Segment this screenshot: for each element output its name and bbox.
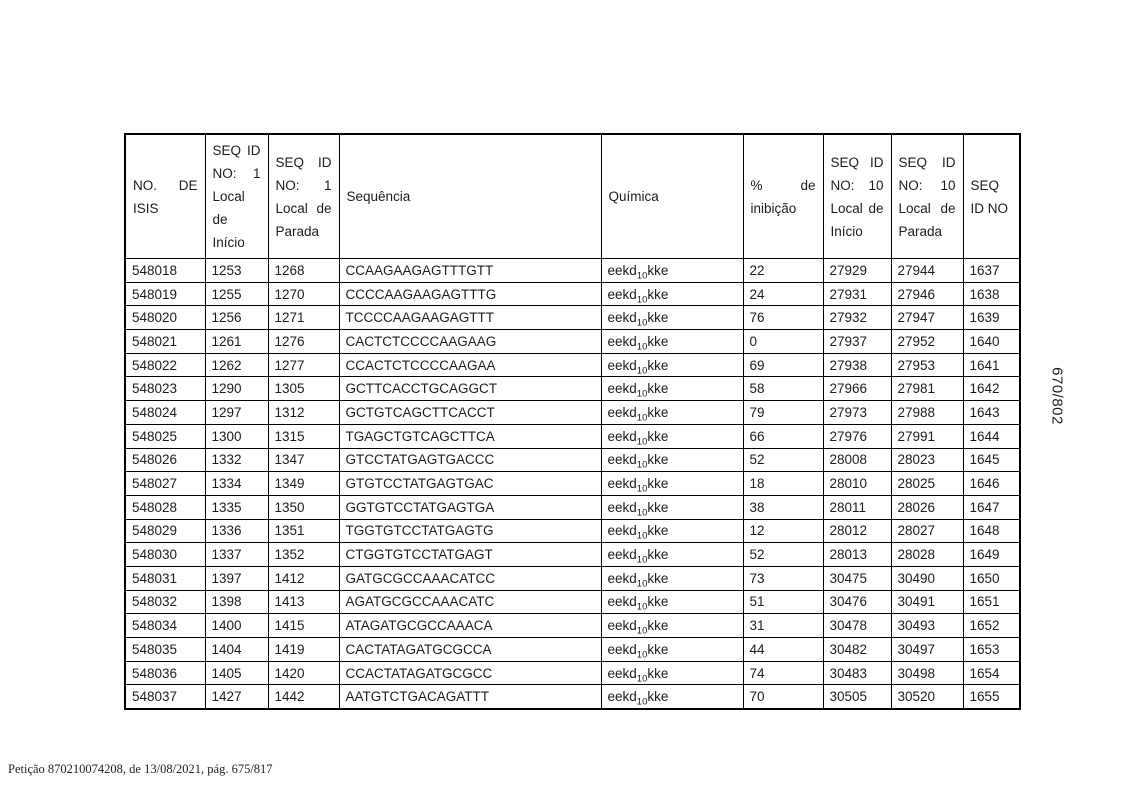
chemistry-cell: eekd$_{10}$kke	[601, 259, 743, 283]
isis-no-cell: 548030	[125, 543, 205, 567]
isis-no-cell: 548019	[125, 282, 205, 306]
start-site-seq1-cell: 1261	[205, 330, 268, 354]
stop-site-seq10-cell: 27953	[891, 353, 963, 377]
start-site-seq10-cell: 27931	[823, 282, 891, 306]
isis-no-cell: 548023	[125, 377, 205, 401]
table-row	[125, 353, 1020, 377]
start-site-seq10-cell: 28008	[823, 448, 891, 472]
column-header-stop-site-seq1: SEQ ID NO: 1 Local de Parada	[268, 134, 339, 259]
chemistry-cell: eekd$_{10}$kke	[601, 353, 743, 377]
seq-id-no-cell: 1638	[963, 282, 1020, 306]
seq-id-no-cell: 1654	[963, 661, 1020, 685]
chemistry-cell: eekd$_{10}$kke	[601, 590, 743, 614]
start-site-seq1-cell: 1253	[205, 259, 268, 283]
sequence-cell: GATGCGCCAAACATCC	[339, 566, 601, 590]
start-site-seq1-cell: 1405	[205, 661, 268, 685]
start-site-seq10-cell: 27929	[823, 259, 891, 283]
pct-inhibition-cell: 31	[743, 614, 823, 638]
chemistry-cell: eekd$_{10}$kke	[601, 661, 743, 685]
seq-id-no-cell: 1649	[963, 543, 1020, 567]
stop-site-seq1-cell: 1270	[268, 282, 339, 306]
stop-site-seq10-cell: 30493	[891, 614, 963, 638]
table-row	[125, 495, 1020, 519]
start-site-seq10-cell: 27973	[823, 401, 891, 425]
chemistry-cell: eekd$_{10}$kke	[601, 282, 743, 306]
stop-site-seq1-cell: 1305	[268, 377, 339, 401]
sequence-cell: CCCCAAGAAGAGTTTG	[339, 282, 601, 306]
stop-site-seq10-cell: 30520	[891, 685, 963, 709]
stop-site-seq1-cell: 1419	[268, 638, 339, 662]
stop-site-seq1-cell: 1350	[268, 495, 339, 519]
pct-inhibition-cell: 18	[743, 472, 823, 496]
table-row	[125, 424, 1020, 448]
table-row	[125, 401, 1020, 425]
rotated-page-number: 670/802	[1048, 367, 1066, 425]
stop-site-seq10-cell: 28025	[891, 472, 963, 496]
chemistry-cell: eekd$_{10}$kke	[601, 472, 743, 496]
chemistry-cell: eekd$_{10}$kke	[601, 306, 743, 330]
start-site-seq1-cell: 1398	[205, 590, 268, 614]
isis-no-cell: 548025	[125, 424, 205, 448]
pct-inhibition-cell: 58	[743, 377, 823, 401]
stop-site-seq10-cell: 27947	[891, 306, 963, 330]
isis-no-cell: 548024	[125, 401, 205, 425]
table-header-row	[125, 134, 1020, 259]
seq-id-no-cell: 1651	[963, 590, 1020, 614]
chemistry-cell: eekd$_{10}$kke	[601, 638, 743, 662]
start-site-seq10-cell: 27938	[823, 353, 891, 377]
pct-inhibition-cell: 79	[743, 401, 823, 425]
column-header-start-site-seq10: SEQ ID NO: 10 Local de Início	[823, 134, 891, 259]
isis-no-cell: 548021	[125, 330, 205, 354]
column-header-isis-no: NO. DE ISIS	[125, 134, 205, 259]
chemistry-cell: eekd$_{10}$kke	[601, 401, 743, 425]
start-site-seq10-cell: 27966	[823, 377, 891, 401]
stop-site-seq1-cell: 1415	[268, 614, 339, 638]
isis-no-cell: 548035	[125, 638, 205, 662]
stop-site-seq10-cell: 28027	[891, 519, 963, 543]
sequence-cell: AGATGCGCCAAACATC	[339, 590, 601, 614]
seq-id-no-cell: 1655	[963, 685, 1020, 709]
table-row	[125, 566, 1020, 590]
start-site-seq1-cell: 1335	[205, 495, 268, 519]
seq-id-no-cell: 1643	[963, 401, 1020, 425]
start-site-seq10-cell: 28011	[823, 495, 891, 519]
chemistry-cell: eekd$_{10}$kke	[601, 543, 743, 567]
table-row	[125, 519, 1020, 543]
start-site-seq1-cell: 1404	[205, 638, 268, 662]
stop-site-seq10-cell: 30497	[891, 638, 963, 662]
chemistry-cell: eekd$_{10}$kke	[601, 519, 743, 543]
start-site-seq1-cell: 1332	[205, 448, 268, 472]
column-header-pct-inhibition: % de inibição	[743, 134, 823, 259]
table-row	[125, 448, 1020, 472]
seq-id-no-cell: 1639	[963, 306, 1020, 330]
stop-site-seq1-cell: 1412	[268, 566, 339, 590]
sequence-cell: ATAGATGCGCCAAACA	[339, 614, 601, 638]
isis-no-cell: 548032	[125, 590, 205, 614]
stop-site-seq1-cell: 1351	[268, 519, 339, 543]
stop-site-seq1-cell: 1347	[268, 448, 339, 472]
start-site-seq10-cell: 28010	[823, 472, 891, 496]
table-row	[125, 614, 1020, 638]
pct-inhibition-cell: 76	[743, 306, 823, 330]
pct-inhibition-cell: 22	[743, 259, 823, 283]
table-row	[125, 330, 1020, 354]
seq-id-no-cell: 1650	[963, 566, 1020, 590]
table-row	[125, 282, 1020, 306]
pct-inhibition-cell: 51	[743, 590, 823, 614]
sequence-cell: GGTGTCCTATGAGTGA	[339, 495, 601, 519]
start-site-seq1-cell: 1256	[205, 306, 268, 330]
seq-id-no-cell: 1648	[963, 519, 1020, 543]
oligonucleotide-sequence-table	[124, 133, 1021, 710]
column-header-stop-site-seq10: SEQ ID NO: 10 Local de Parada	[891, 134, 963, 259]
sequence-cell: TGGTGTCCTATGAGTG	[339, 519, 601, 543]
isis-no-cell: 548029	[125, 519, 205, 543]
isis-no-cell: 548037	[125, 685, 205, 709]
start-site-seq10-cell: 30476	[823, 590, 891, 614]
pct-inhibition-cell: 69	[743, 353, 823, 377]
stop-site-seq10-cell: 28023	[891, 448, 963, 472]
start-site-seq10-cell: 30478	[823, 614, 891, 638]
seq-id-no-cell: 1642	[963, 377, 1020, 401]
sequence-cell: CACTCTCCCCAAGAAG	[339, 330, 601, 354]
pct-inhibition-cell: 24	[743, 282, 823, 306]
stop-site-seq10-cell: 27952	[891, 330, 963, 354]
stop-site-seq1-cell: 1349	[268, 472, 339, 496]
chemistry-cell: eekd$_{10}$kke	[601, 614, 743, 638]
seq-id-no-cell: 1652	[963, 614, 1020, 638]
stop-site-seq1-cell: 1352	[268, 543, 339, 567]
sequence-cell: CTGGTGTCCTATGAGT	[339, 543, 601, 567]
seq-id-no-cell: 1645	[963, 448, 1020, 472]
pct-inhibition-cell: 73	[743, 566, 823, 590]
sequence-cell: CCACTATAGATGCGCC	[339, 661, 601, 685]
isis-no-cell: 548022	[125, 353, 205, 377]
table-row	[125, 259, 1020, 283]
start-site-seq10-cell: 27976	[823, 424, 891, 448]
stop-site-seq10-cell: 27946	[891, 282, 963, 306]
table-row	[125, 543, 1020, 567]
sequence-cell: GTGTCCTATGAGTGAC	[339, 472, 601, 496]
seq-id-no-cell: 1647	[963, 495, 1020, 519]
isis-no-cell: 548020	[125, 306, 205, 330]
sequence-cell: GCTGTCAGCTTCACCT	[339, 401, 601, 425]
stop-site-seq1-cell: 1268	[268, 259, 339, 283]
start-site-seq10-cell: 30483	[823, 661, 891, 685]
start-site-seq1-cell: 1262	[205, 353, 268, 377]
pct-inhibition-cell: 66	[743, 424, 823, 448]
chemistry-cell: eekd$_{10}$kke	[601, 330, 743, 354]
start-site-seq1-cell: 1290	[205, 377, 268, 401]
sequence-cell: GCTTCACCTGCAGGCT	[339, 377, 601, 401]
sequence-cell: AATGTCTGACAGATTT	[339, 685, 601, 709]
isis-no-cell: 548031	[125, 566, 205, 590]
stop-site-seq1-cell: 1315	[268, 424, 339, 448]
isis-no-cell: 548026	[125, 448, 205, 472]
chemistry-cell: eekd$_{10}$kke	[601, 495, 743, 519]
seq-id-no-cell: 1641	[963, 353, 1020, 377]
pct-inhibition-cell: 74	[743, 661, 823, 685]
stop-site-seq1-cell: 1413	[268, 590, 339, 614]
start-site-seq1-cell: 1337	[205, 543, 268, 567]
sequence-cell: CACTATAGATGCGCCA	[339, 638, 601, 662]
stop-site-seq10-cell: 27944	[891, 259, 963, 283]
stop-site-seq10-cell: 28028	[891, 543, 963, 567]
table-row	[125, 638, 1020, 662]
stop-site-seq1-cell: 1271	[268, 306, 339, 330]
sequence-cell: CCACTCTCCCCAAGAA	[339, 353, 601, 377]
table-row	[125, 685, 1020, 709]
table-row	[125, 472, 1020, 496]
stop-site-seq10-cell: 27981	[891, 377, 963, 401]
start-site-seq10-cell: 27937	[823, 330, 891, 354]
start-site-seq1-cell: 1255	[205, 282, 268, 306]
isis-no-cell: 548018	[125, 259, 205, 283]
start-site-seq10-cell: 28013	[823, 543, 891, 567]
pct-inhibition-cell: 0	[743, 330, 823, 354]
sequence-cell: TGAGCTGTCAGCTTCA	[339, 424, 601, 448]
column-header-start-site-seq1: SEQ ID NO: 1 Local de Início	[205, 134, 268, 259]
pct-inhibition-cell: 12	[743, 519, 823, 543]
seq-id-no-cell: 1644	[963, 424, 1020, 448]
chemistry-cell: eekd$_{10}$kke	[601, 448, 743, 472]
pct-inhibition-cell: 44	[743, 638, 823, 662]
column-header-seq-id-no: SEQ ID NO	[963, 134, 1020, 259]
chemistry-cell: eekd$_{10}$kke	[601, 377, 743, 401]
stop-site-seq1-cell: 1276	[268, 330, 339, 354]
sequence-cell: TCCCCAAGAAGAGTTT	[339, 306, 601, 330]
pct-inhibition-cell: 52	[743, 543, 823, 567]
sequence-cell: GTCCTATGAGTGACCC	[339, 448, 601, 472]
stop-site-seq1-cell: 1420	[268, 661, 339, 685]
stop-site-seq1-cell: 1312	[268, 401, 339, 425]
stop-site-seq1-cell: 1442	[268, 685, 339, 709]
isis-no-cell: 548036	[125, 661, 205, 685]
stop-site-seq10-cell: 30498	[891, 661, 963, 685]
start-site-seq10-cell: 28012	[823, 519, 891, 543]
isis-no-cell: 548028	[125, 495, 205, 519]
start-site-seq1-cell: 1397	[205, 566, 268, 590]
pct-inhibition-cell: 52	[743, 448, 823, 472]
column-header-chemistry: Química	[601, 134, 743, 259]
seq-id-no-cell: 1653	[963, 638, 1020, 662]
table-row	[125, 661, 1020, 685]
table-row	[125, 377, 1020, 401]
seq-id-no-cell: 1637	[963, 259, 1020, 283]
pct-inhibition-cell: 38	[743, 495, 823, 519]
start-site-seq1-cell: 1427	[205, 685, 268, 709]
start-site-seq1-cell: 1400	[205, 614, 268, 638]
petition-footer: Petição 870210074208, de 13/08/2021, pág. 675/817	[8, 762, 273, 776]
stop-site-seq10-cell: 27991	[891, 424, 963, 448]
start-site-seq1-cell: 1334	[205, 472, 268, 496]
stop-site-seq10-cell: 28026	[891, 495, 963, 519]
chemistry-cell: eekd$_{10}$kke	[601, 685, 743, 709]
chemistry-cell: eekd$_{10}$kke	[601, 566, 743, 590]
stop-site-seq10-cell: 27988	[891, 401, 963, 425]
start-site-seq1-cell: 1297	[205, 401, 268, 425]
start-site-seq1-cell: 1336	[205, 519, 268, 543]
seq-id-no-cell: 1646	[963, 472, 1020, 496]
start-site-seq1-cell: 1300	[205, 424, 268, 448]
start-site-seq10-cell: 30505	[823, 685, 891, 709]
table-row	[125, 590, 1020, 614]
start-site-seq10-cell: 30482	[823, 638, 891, 662]
pct-inhibition-cell: 70	[743, 685, 823, 709]
column-header-sequence: Sequência	[339, 134, 601, 259]
sequence-cell: CCAAGAAGAGTTTGTT	[339, 259, 601, 283]
seq-id-no-cell: 1640	[963, 330, 1020, 354]
isis-no-cell: 548034	[125, 614, 205, 638]
table-row	[125, 306, 1020, 330]
start-site-seq10-cell: 30475	[823, 566, 891, 590]
isis-no-cell: 548027	[125, 472, 205, 496]
stop-site-seq10-cell: 30491	[891, 590, 963, 614]
stop-site-seq1-cell: 1277	[268, 353, 339, 377]
stop-site-seq10-cell: 30490	[891, 566, 963, 590]
chemistry-cell: eekd$_{10}$kke	[601, 424, 743, 448]
start-site-seq10-cell: 27932	[823, 306, 891, 330]
